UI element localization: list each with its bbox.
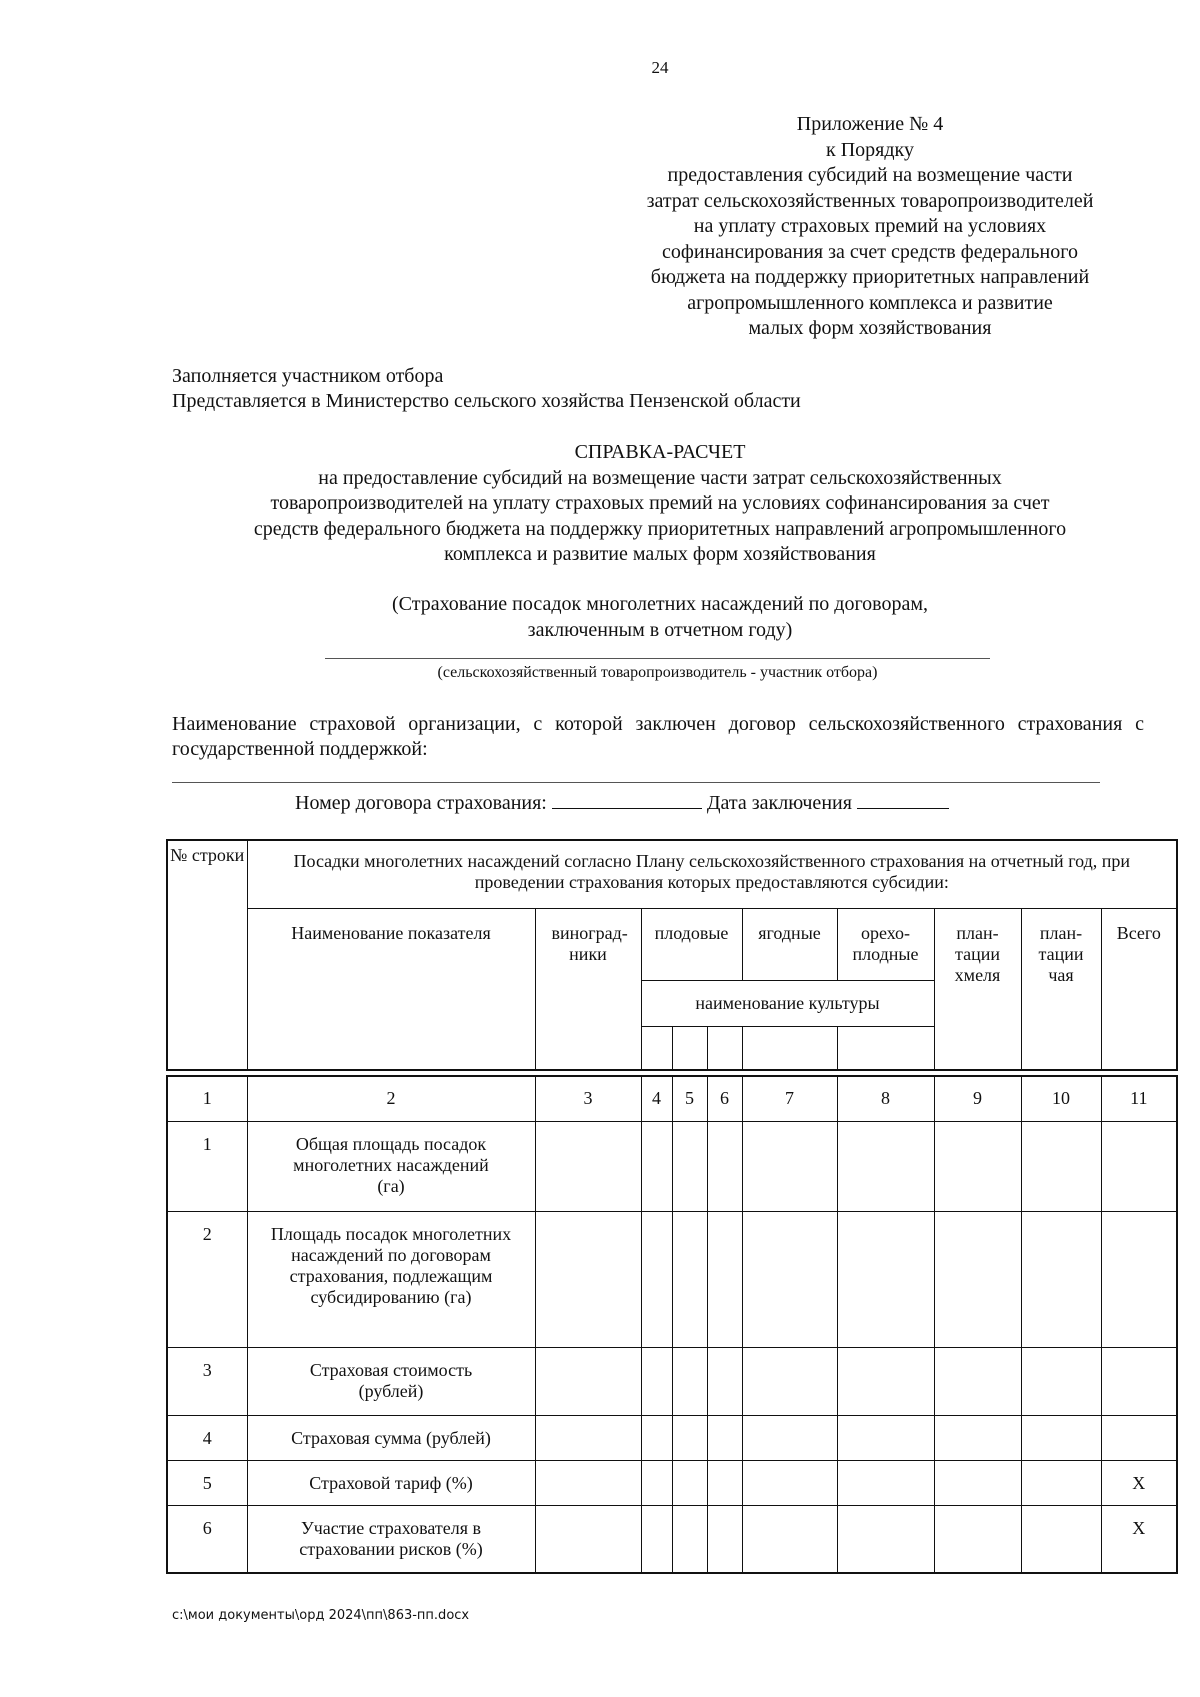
row-number: 4 <box>167 1415 247 1460</box>
appendix-line: малых форм хозяйствования <box>748 317 992 339</box>
data-cell[interactable] <box>707 1505 742 1573</box>
contract-number-field[interactable] <box>552 788 702 809</box>
data-cell[interactable] <box>742 1211 837 1347</box>
participant-caption: (сельскохозяйственный товаропроизводитель - участник отбора) <box>437 664 878 681</box>
row-indicator-name: Страховая стоимость (рублей) <box>247 1347 535 1415</box>
data-cell[interactable] <box>837 1121 934 1211</box>
total-cell: Х <box>1101 1505 1177 1573</box>
data-cell[interactable] <box>742 1505 837 1573</box>
header-culture-name: наименование культуры <box>641 980 934 1026</box>
header-main: Посадки многолетних насаждений согласно Плану сельскохозяйственного страхования на отчетный год, при проведении страхования которых предоставляются субсидии: <box>247 840 1177 908</box>
column-number: 4 <box>641 1076 672 1121</box>
data-cell[interactable] <box>742 1415 837 1460</box>
header-hop: план-тации хмеля <box>934 908 1021 1070</box>
culture-cell[interactable] <box>742 1026 837 1070</box>
data-cell[interactable] <box>641 1460 672 1505</box>
column-number: 9 <box>934 1076 1021 1121</box>
column-number: 3 <box>535 1076 641 1121</box>
appendix-line: затрат сельскохозяйственных товаропроизводителей <box>646 189 1094 212</box>
total-cell[interactable] <box>1101 1121 1177 1211</box>
footer-file-path: c:\мои документы\орд 2024\пп\863-пп.docx <box>172 1608 470 1623</box>
row-indicator-name: Площадь посадок многолетних насаждений по договорам страхования, подлежащим субсидированию (га) <box>247 1211 535 1347</box>
row-indicator-name: Страховой тариф (%) <box>247 1460 535 1505</box>
column-number: 11 <box>1101 1076 1177 1121</box>
data-cell[interactable] <box>934 1460 1021 1505</box>
header-tea: план-тации чая <box>1021 908 1101 1070</box>
culture-cell[interactable] <box>641 1026 672 1070</box>
column-number: 6 <box>707 1076 742 1121</box>
column-number: 5 <box>672 1076 707 1121</box>
data-cell[interactable] <box>672 1121 707 1211</box>
data-cell[interactable] <box>837 1347 934 1415</box>
data-cell[interactable] <box>742 1460 837 1505</box>
data-cell[interactable] <box>707 1347 742 1415</box>
title-line: на предоставление субсидий на возмещение части затрат сельскохозяйственных <box>318 466 1002 489</box>
data-cell[interactable] <box>535 1121 641 1211</box>
column-number: 1 <box>167 1076 247 1121</box>
data-cell[interactable] <box>1021 1211 1101 1347</box>
table-row <box>167 1505 1177 1573</box>
fill-note-line: Представляется в Министерство сельского хозяйства Пензенской области <box>172 390 801 412</box>
data-cell[interactable] <box>535 1415 641 1460</box>
contract-date-field[interactable] <box>857 788 949 809</box>
calculation-table <box>166 839 1178 1574</box>
header-row-number: № строки <box>167 840 247 1070</box>
data-cell[interactable] <box>934 1211 1021 1347</box>
subtitle-line: (Страхование посадок многолетних насаждений по договорам, <box>391 593 929 615</box>
data-cell[interactable] <box>707 1415 742 1460</box>
contract-line <box>295 788 949 815</box>
subtitle-line: заключенным в отчетном году) <box>527 618 793 641</box>
row-indicator-name: Общая площадь посадок многолетних насаждений (га) <box>247 1121 535 1211</box>
data-cell[interactable] <box>934 1121 1021 1211</box>
data-cell[interactable] <box>934 1505 1021 1573</box>
column-number: 7 <box>742 1076 837 1121</box>
data-cell[interactable] <box>641 1347 672 1415</box>
data-cell[interactable] <box>934 1347 1021 1415</box>
header-berry: ягодные <box>742 908 837 980</box>
insurer-label: Наименование страховой организации, с которой заключен договор сельскохозяйственного страхования с государственной поддержкой: <box>172 713 1144 760</box>
culture-cell[interactable] <box>707 1026 742 1070</box>
data-cell[interactable] <box>742 1347 837 1415</box>
total-cell[interactable] <box>1101 1347 1177 1415</box>
title-line: средств федерального бюджета на поддержку приоритетных направлений агропромышленного <box>253 517 1067 540</box>
data-cell[interactable] <box>707 1121 742 1211</box>
header-indicator: Наименование показателя <box>247 908 535 1070</box>
data-cell[interactable] <box>1021 1347 1101 1415</box>
table-row <box>167 1211 1177 1347</box>
appendix-line: агропромышленного комплекса и развитие <box>687 291 1053 314</box>
document-subtitle <box>160 592 1160 643</box>
data-cell[interactable] <box>837 1460 934 1505</box>
data-cell[interactable] <box>1021 1460 1101 1505</box>
total-cell: Х <box>1101 1460 1177 1505</box>
data-cell[interactable] <box>672 1460 707 1505</box>
row-number: 1 <box>167 1121 247 1211</box>
header-vineyards: виноград-ники <box>535 908 641 1070</box>
table-row <box>167 1347 1177 1415</box>
appendix-header <box>590 112 1150 342</box>
column-number: 8 <box>837 1076 934 1121</box>
data-cell[interactable] <box>672 1415 707 1460</box>
total-cell[interactable] <box>1101 1415 1177 1460</box>
table-row <box>167 1415 1177 1460</box>
data-cell[interactable] <box>535 1347 641 1415</box>
header-nut: орехо-плодные <box>837 908 934 980</box>
data-cell[interactable] <box>1021 1505 1101 1573</box>
row-number: 6 <box>167 1505 247 1573</box>
data-cell[interactable] <box>641 1211 672 1347</box>
fill-note <box>172 364 801 414</box>
data-cell[interactable] <box>535 1211 641 1347</box>
appendix-line: на уплату страховых премий на условиях <box>693 215 1047 237</box>
contract-date-label: Дата заключения <box>706 792 852 814</box>
contract-number-label: Номер договора страхования: <box>295 792 547 814</box>
data-cell[interactable] <box>641 1505 672 1573</box>
data-cell[interactable] <box>742 1121 837 1211</box>
column-number: 2 <box>247 1076 535 1121</box>
data-cell[interactable] <box>934 1415 1021 1460</box>
header-fruit: плодовые <box>641 908 742 980</box>
data-cell[interactable] <box>535 1460 641 1505</box>
header-total: Всего <box>1101 908 1177 1070</box>
data-cell[interactable] <box>837 1505 934 1573</box>
appendix-line: предоставления субсидий на возмещение части <box>667 164 1073 186</box>
appendix-line: бюджета на поддержку приоритетных направлений <box>650 266 1090 288</box>
appendix-line: софинансирования за счет средств федерального <box>662 240 1078 263</box>
table-row <box>167 1460 1177 1505</box>
data-cell[interactable] <box>672 1347 707 1415</box>
row-indicator-name: Страховая сумма (рублей) <box>247 1415 535 1460</box>
row-number: 2 <box>167 1211 247 1347</box>
appendix-line: Приложение № 4 <box>796 113 944 135</box>
title-line: товаропроизводителей на уплату страховых премий на условиях софинансирования за счет <box>270 492 1050 514</box>
data-cell[interactable] <box>672 1505 707 1573</box>
column-number: 10 <box>1021 1076 1101 1121</box>
data-cell[interactable] <box>535 1505 641 1573</box>
page-number: 24 <box>651 58 669 77</box>
data-cell[interactable] <box>1021 1121 1101 1211</box>
fill-note-line: Заполняется участником отбора <box>172 365 444 387</box>
data-cell[interactable] <box>641 1121 672 1211</box>
row-number: 3 <box>167 1347 247 1415</box>
appendix-line: к Порядку <box>826 138 914 161</box>
participant-fill-line[interactable] <box>325 658 990 659</box>
total-cell[interactable] <box>1101 1211 1177 1347</box>
document-title <box>160 440 1160 568</box>
title-line: комплекса и развитие малых форм хозяйствования <box>444 543 876 565</box>
insurer-fill-line[interactable] <box>172 782 1100 783</box>
data-cell[interactable] <box>707 1460 742 1505</box>
culture-cell[interactable] <box>837 1026 934 1070</box>
table-row <box>167 1121 1177 1211</box>
document-heading: СПРАВКА-РАСЧЕТ <box>574 441 746 463</box>
culture-cell[interactable] <box>672 1026 707 1070</box>
data-cell[interactable] <box>837 1415 934 1460</box>
data-cell[interactable] <box>672 1211 707 1347</box>
data-cell[interactable] <box>707 1211 742 1347</box>
row-indicator-name: Участие страхователя в страховании рисков (%) <box>247 1505 535 1573</box>
data-cell[interactable] <box>837 1211 934 1347</box>
data-cell[interactable] <box>1021 1415 1101 1460</box>
row-number: 5 <box>167 1460 247 1505</box>
data-cell[interactable] <box>641 1415 672 1460</box>
